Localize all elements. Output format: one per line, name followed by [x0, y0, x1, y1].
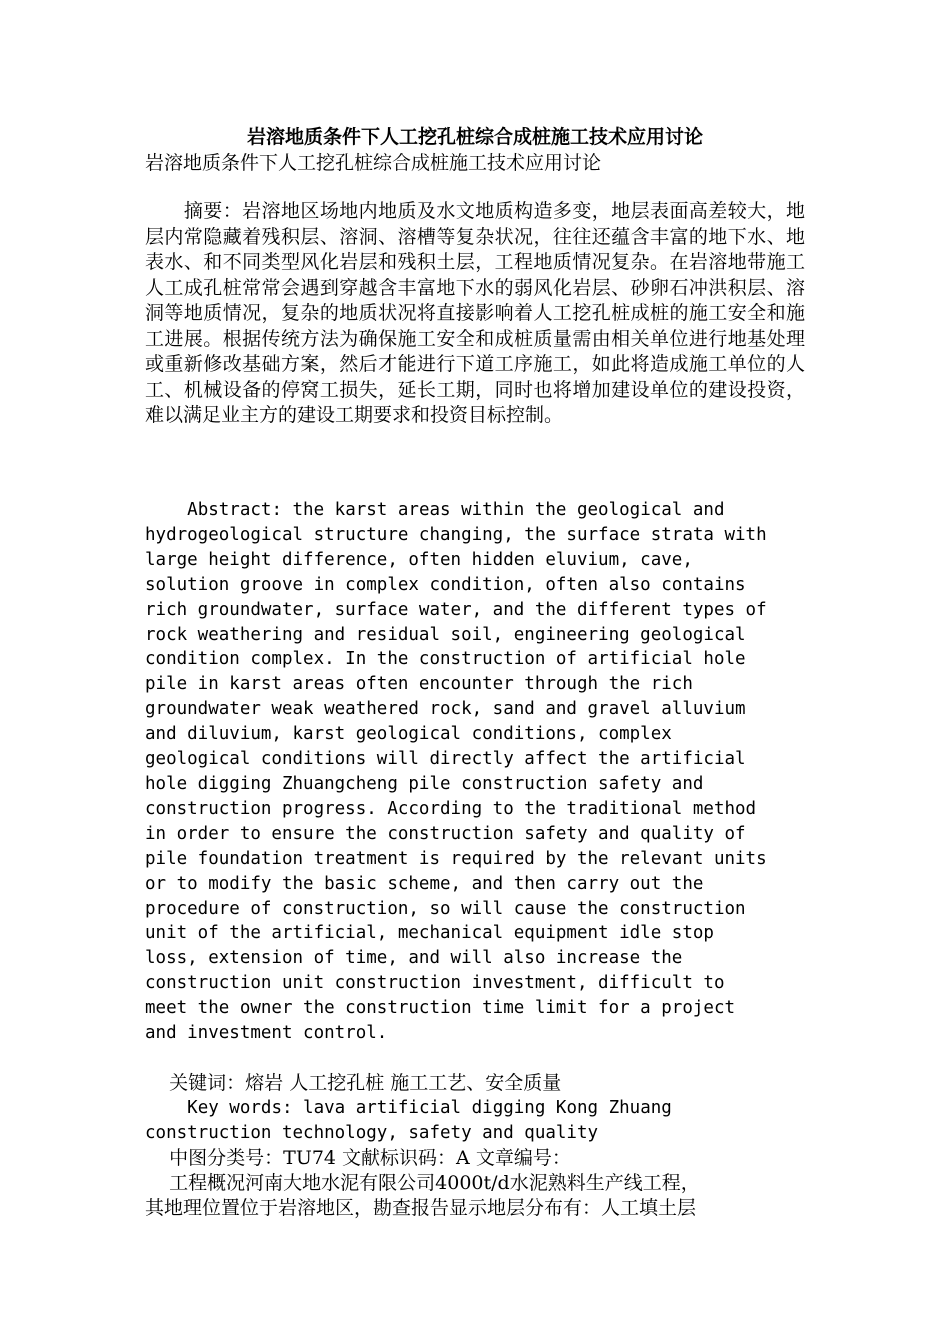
body-text-line: 其地理位置位于岩溶地区，勘查报告显示地层分布有：人工填土层: [145, 1197, 697, 1219]
body-text-line: 工程概况河南大地水泥有限公司4000t/d水泥熟料生产线工程，: [145, 1172, 700, 1194]
abstract-english: Abstract: the karst areas within the geological and hydrogeological structure changing, the surface strata with large height difference, often hidden eluvium, cave, solution groove in complex condition, often also contains rich groundwater, surface water, and the different types of rock weathering and residual soil, engineering geological condition complex. In the construction of artificial hole pile in karst areas often encounter through the rich groundwater weak weathered rock, sand and gravel alluvium and diluvium, karst geological conditions, complex geological conditions will directly affect the artificial hole digging Zhuangcheng pile construction safety and construction progress. According to the traditional method in order to ensure the construction safety and quality of pile foundation treatment is required by the relevant units or to modify the basic scheme, and then carry out the procedure of construction, so will cause the construction unit of the artificial, mechanical equipment idle stop loss, extension of time, and will also increase the construction unit construction investment, difficult to meet the owner the construction time limit for a project and investment control.: [145, 500, 767, 1044]
classification-line: 中图分类号：TU74 文献标识码：A 文章编号：: [145, 1147, 571, 1169]
document-title: 岩溶地质条件下人工挖孔桩综合成桩施工技术应用讨论: [246, 126, 703, 148]
document-subtitle: 岩溶地质条件下人工挖孔桩综合成桩施工技术应用讨论: [145, 152, 602, 174]
keywords-english: Key words: lava artificial digging Kong Zhuang construction technology, safety and quality: [145, 1098, 672, 1143]
abstract-chinese: 摘要：岩溶地区场地内地质及水文地质构造多变，地层表面高差较大，地层内常隐藏着残积层、溶洞、溶槽等复杂状况，往往还蕴含丰富的地下水、地表水、和不同类型风化岩层和残积土层，工程地质情况复杂。在岩溶地带施工人工成孔桩常常会遇到穿越含丰富地下水的弱风化岩层、砂卵石冲洪积层、溶洞等地质情况，复杂的地质状况将直接影响着人工挖孔桩成桩的施工安全和施工进展。根据传统方法为确保施工安全和成桩质量需由相关单位进行地基处理或重新修改基础方案，然后才能进行下道工序施工，如此将造成施工单位的人工、机械设备的停窝工损失，延长工期，同时也将增加建设单位的建设投资，难以满足业主方的建设工期要求和投资目标控制。: [145, 200, 805, 426]
keywords-chinese: 关键词：熔岩 人工挖孔桩 施工工艺、安全质量: [145, 1072, 562, 1094]
